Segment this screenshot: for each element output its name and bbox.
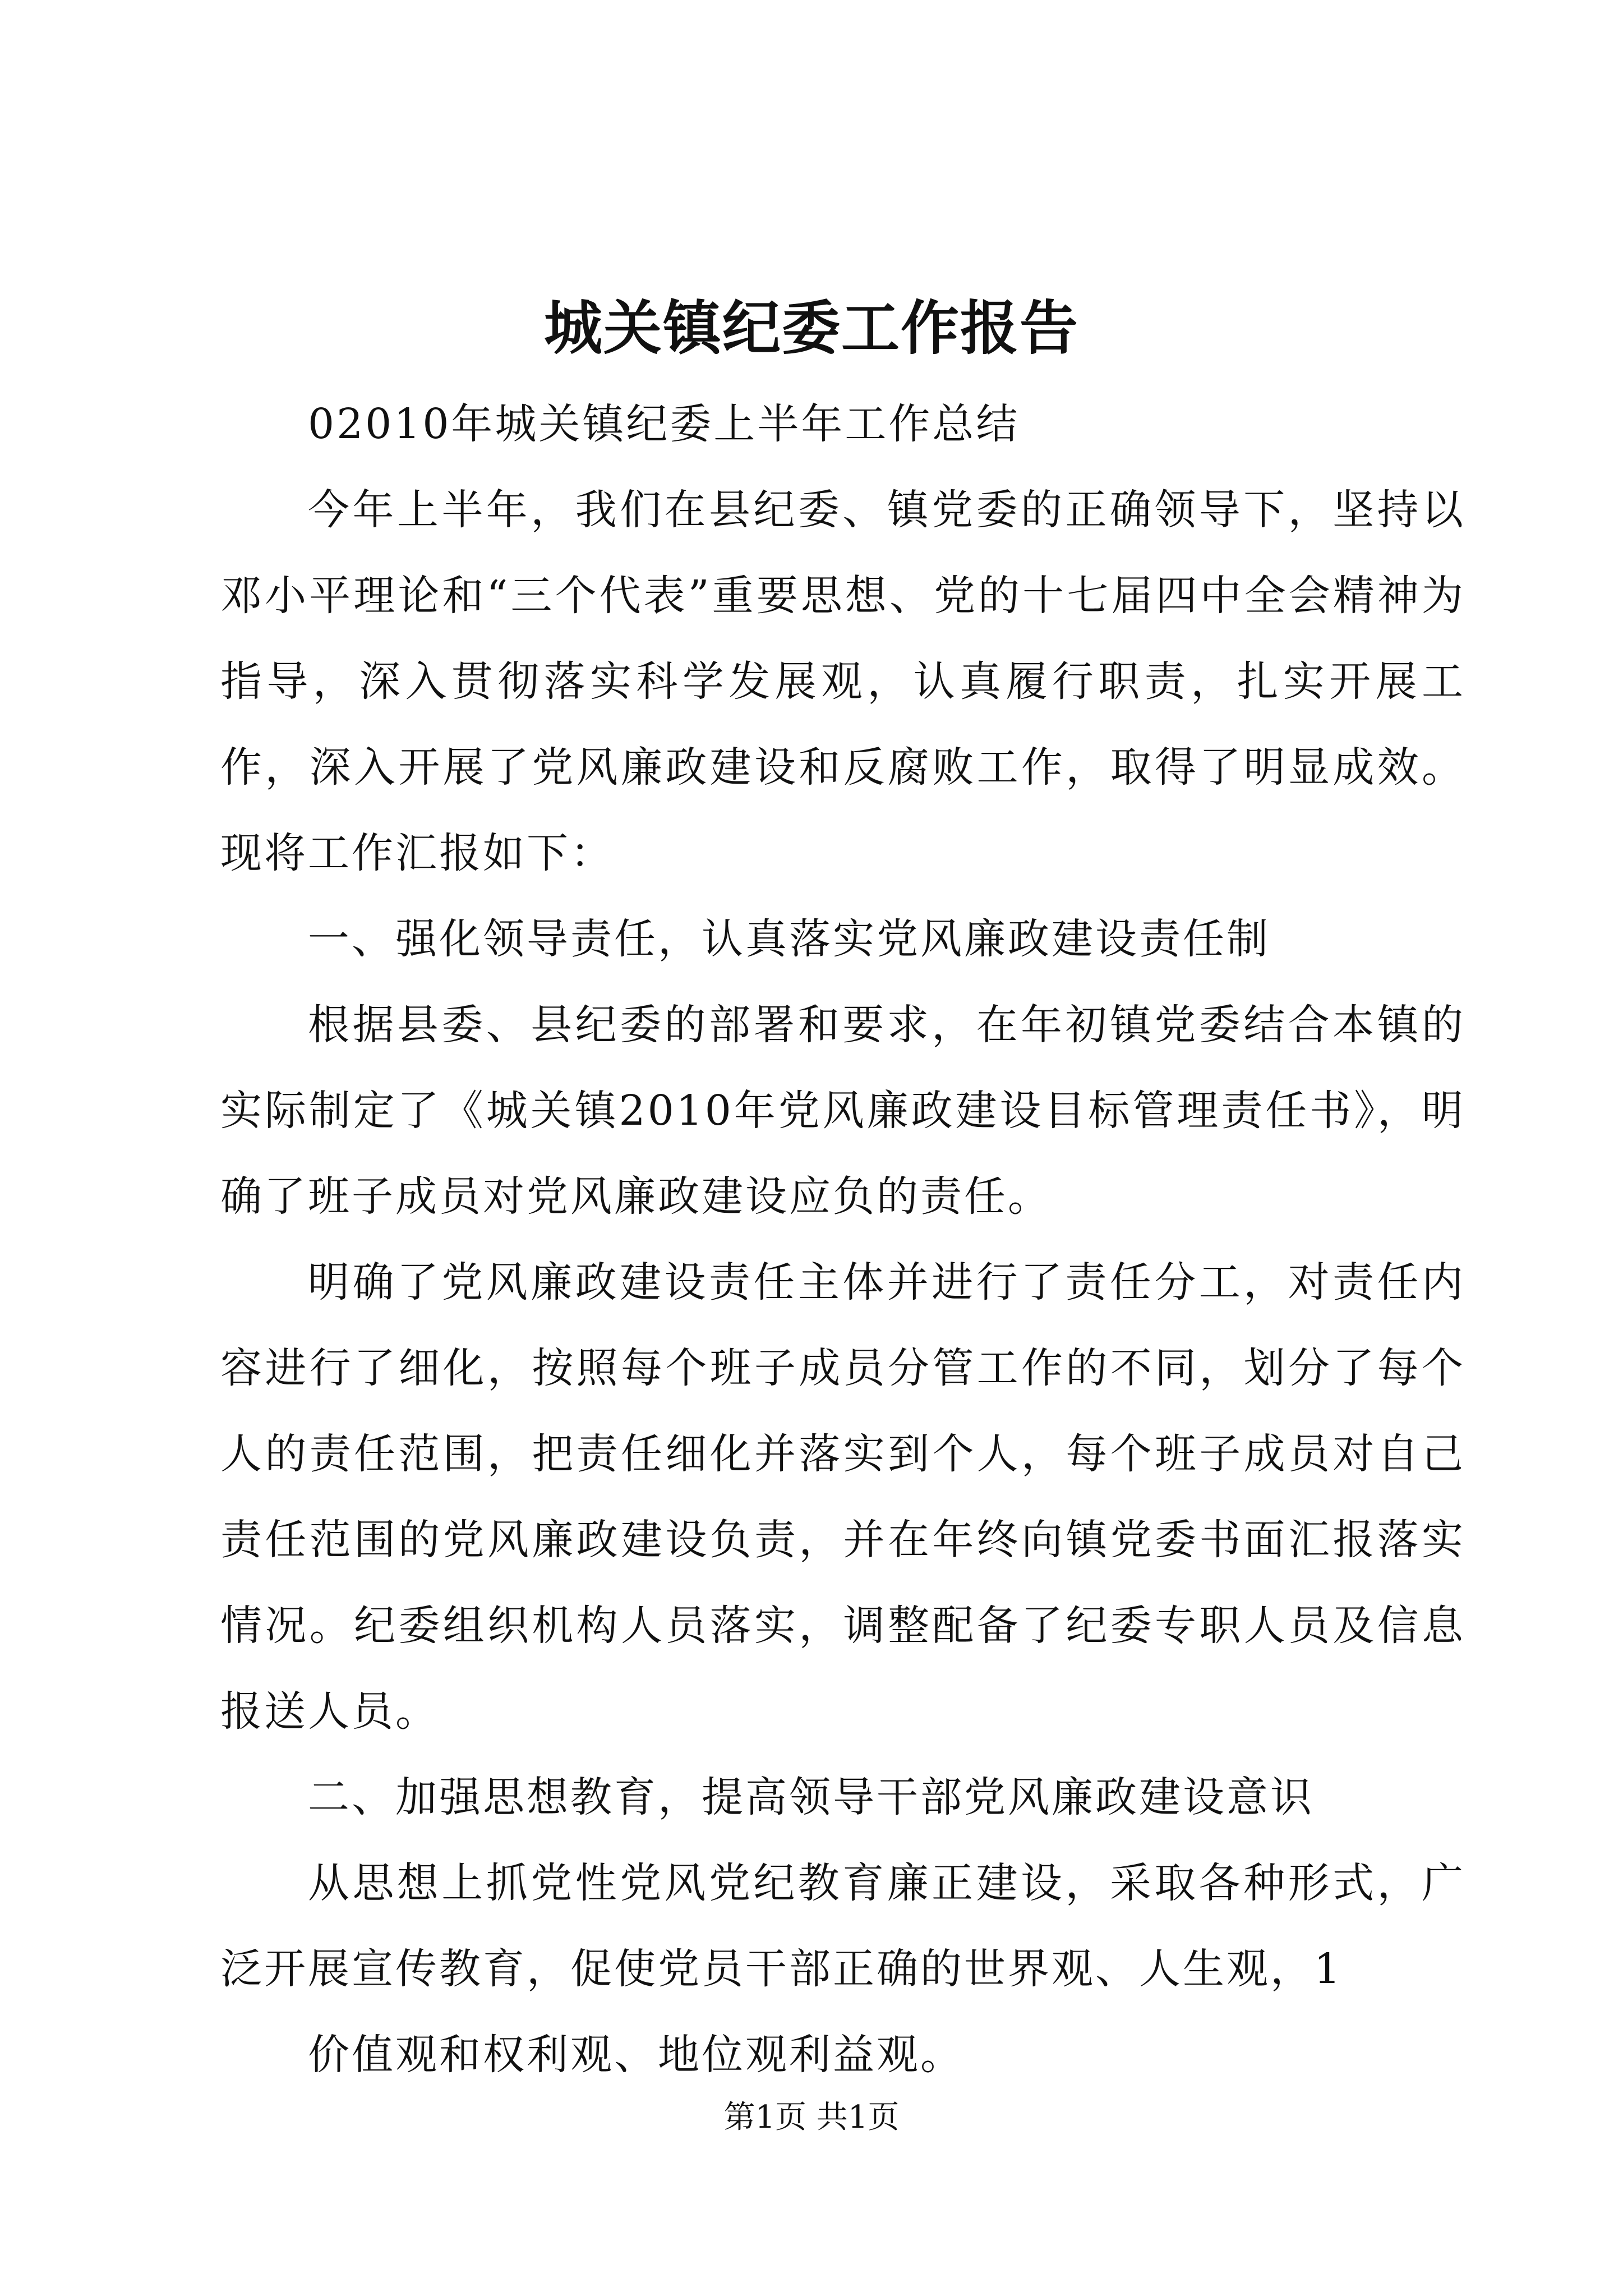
section-heading-2: 二、加强思想教育，提高领导干部党风廉政建设意识 xyxy=(308,1773,1314,1821)
paragraph-section-1-a: 根据县委、县纪委的部署和要求，在年初镇党委结合本镇的实际制定了《城关镇2010年党风廉政建设目标管理责任书》，明确了班子成员对党风廉政建设应负的责任。 xyxy=(220,1001,1465,1221)
section-heading-1: 一、强化领导责任，认真落实党风廉政建设责任制 xyxy=(308,915,1270,963)
paragraph-section-2-b: 价值观和权利观、地位观利益观。 xyxy=(308,2031,964,2079)
paragraph-section-1-b: 明确了党风廉政建设责任主体并进行了责任分工，对责任内容进行了细化，按照每个班子成员分管工作的不同，划分了每个人的责任范围，把责任细化并落实到个人，每个班子成员对自己责任范围的党风廉政建设负责，并在年终向镇党委书面汇报落实情况。纪委组织机构人员落实，调整配备了纪委专职人员及信息报送人员。 xyxy=(220,1258,1465,1736)
paragraph-intro: 今年上半年，我们在县纪委、镇党委的正确领导下，坚持以邓小平理论和“三个代表”重要思想、党的十七届四中全会精神为指导，深入贯彻落实科学发展观，认真履行职责，扎实开展工作，深入开展了党风廉政建设和反腐败工作，取得了明显成效。现将工作汇报如下： xyxy=(220,486,1465,877)
page-footer: 第1页 共1页 xyxy=(723,2099,900,2136)
document-title: 城关镇纪委工作报告 xyxy=(543,293,1079,362)
paragraph-subtitle: 02010年城关镇纪委上半年工作总结 xyxy=(308,400,1020,448)
paragraph-section-2-a: 从思想上抓党性党风党纪教育廉正建设，采取各种形式，广泛开展宣传教育，促使党员干部正确的世界观、人生观，1 xyxy=(220,1859,1465,1993)
document-body xyxy=(220,381,1465,2098)
